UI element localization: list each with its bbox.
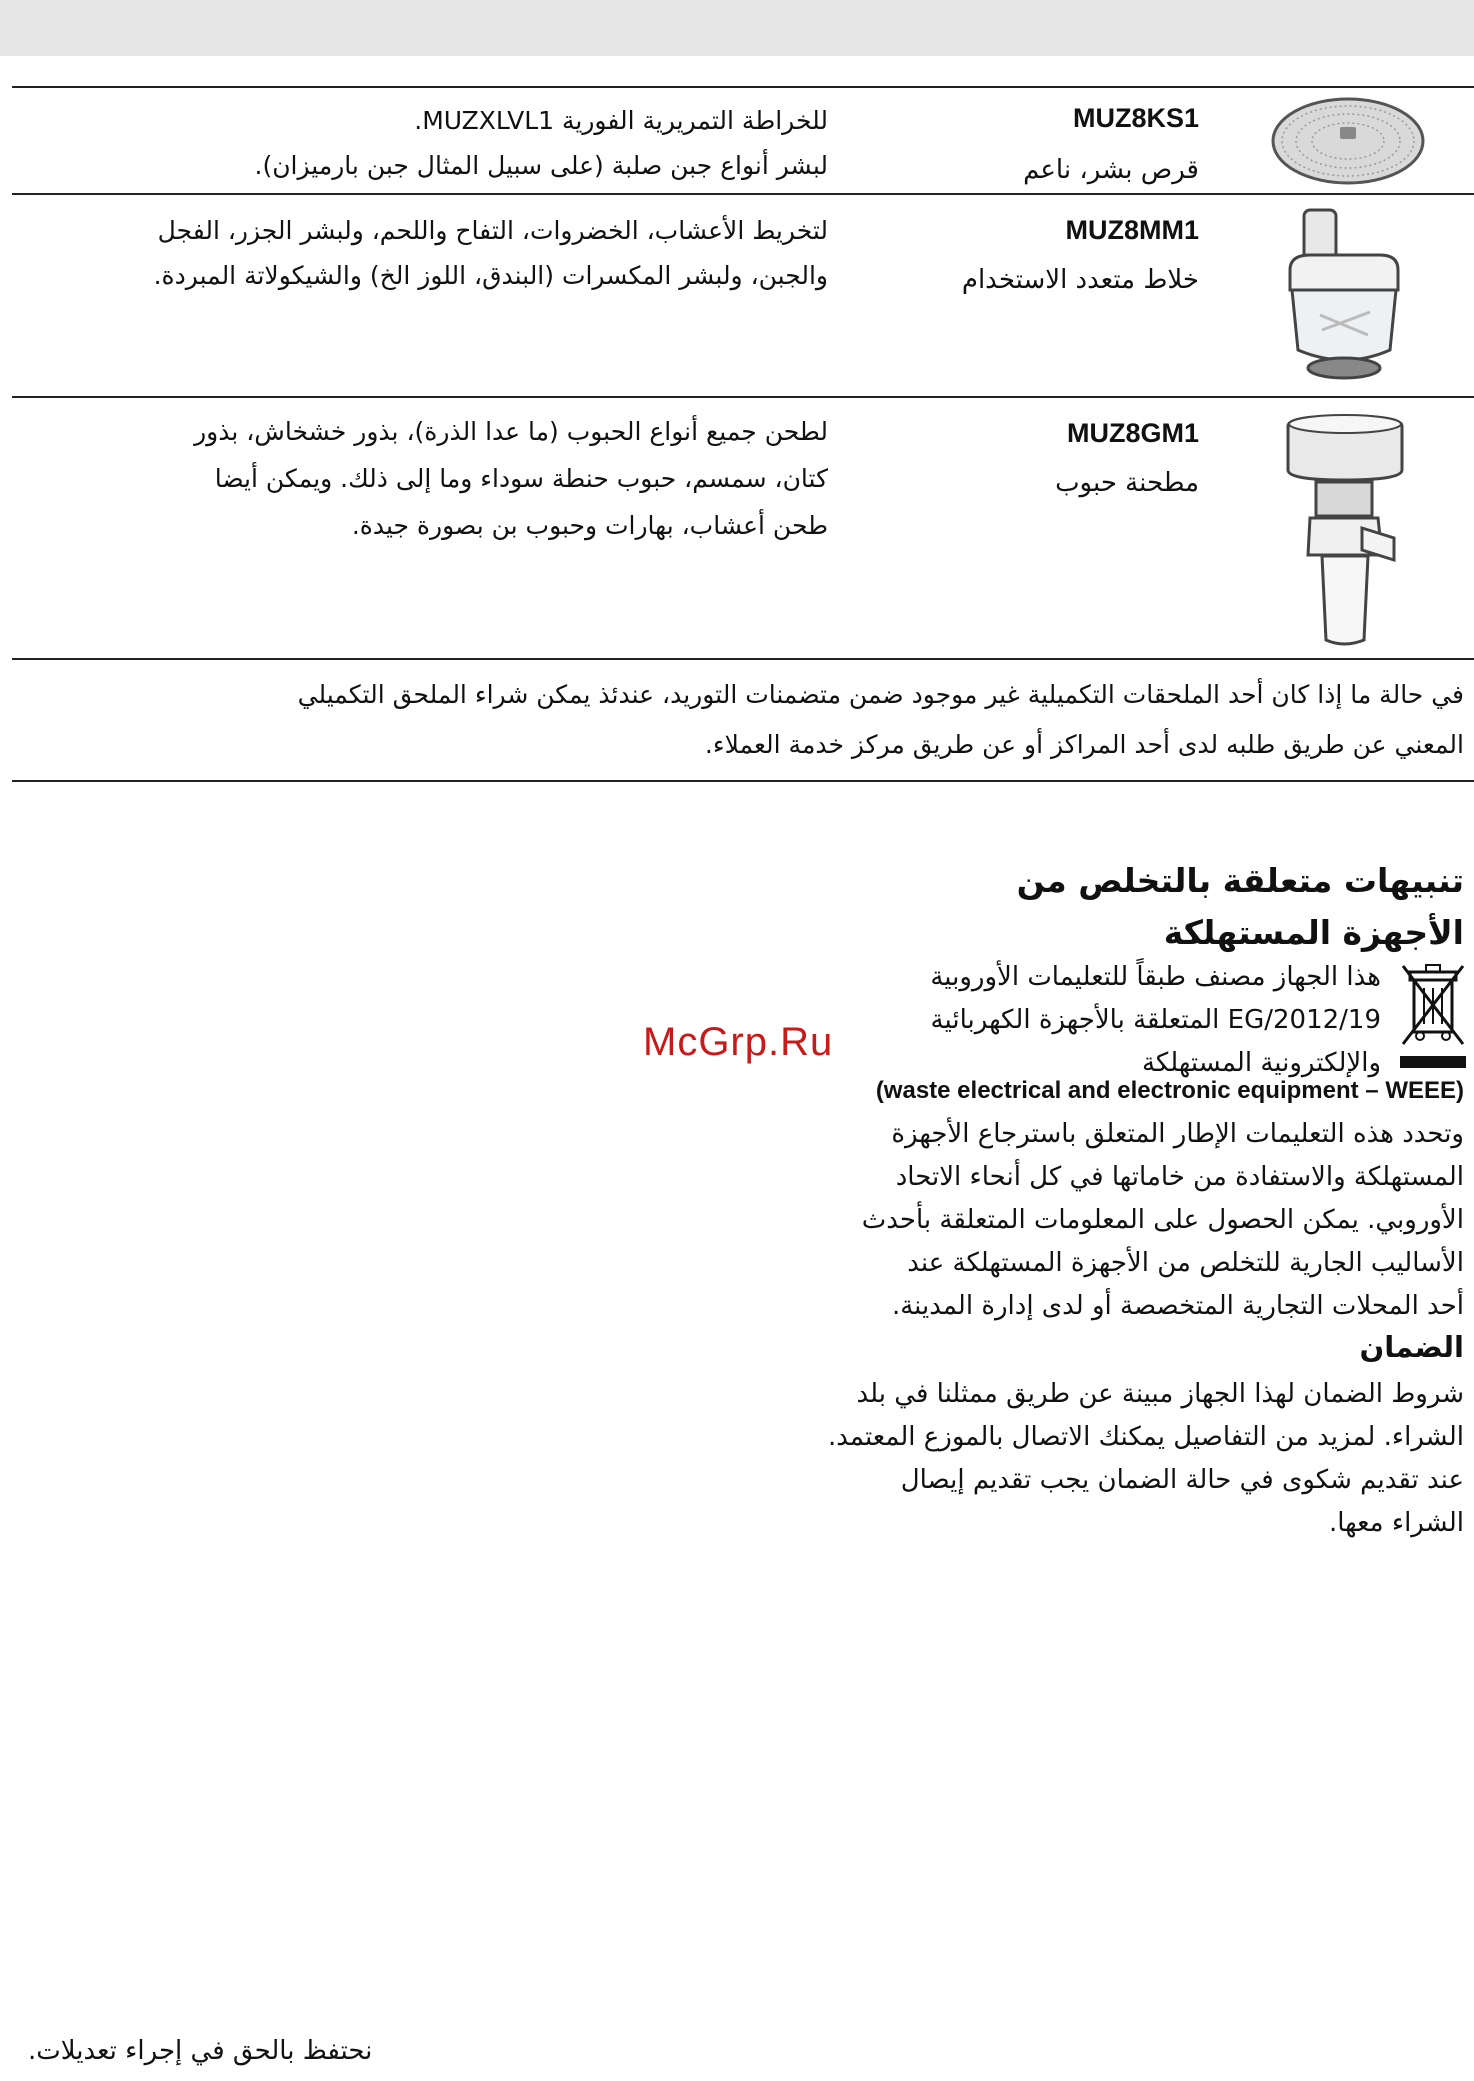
accessory-purchase-notice [14,670,1464,770]
accessory-description [8,408,828,549]
weee-line: 2012/19/EG المتعلقة بالأجهزة الكهربائية [930,1005,1381,1035]
description-line: لتخريط الأعشاب، الخضروات، التفاح واللحم، ولبشر الجزر، الفجل [157,216,828,245]
weee-english-term: (waste electrical and electronic equipment – WEEE) [875,1077,1464,1104]
weee-line: والإلكترونية المستهلكة [1141,1048,1381,1078]
body-line: عند تقديم شكوى في حالة الضمان يجب تقديم إيصال [900,1465,1464,1495]
description-line: والجبن، ولبشر المكسرات (البندق، اللوز الخ) والشيكولاتة المبردة. [153,261,828,290]
body-line: الشراء معها. [1328,1508,1464,1538]
disposal-body [764,1113,1464,1328]
weee-text [781,956,1381,1085]
warranty-heading: الضمان [1359,1330,1464,1364]
body-line: أحد المحلات التجارية المتخصصة أو لدى إدارة المدينة. [891,1291,1464,1321]
heading-line: تنبيهات متعلقة بالتخلص من [1016,861,1464,900]
table-rule [12,658,1474,660]
watermark: McGrp.Ru [643,1020,834,1064]
footer-note: نحتفظ بالحق في إجراء تعديلات. [28,2036,373,2066]
body-line: الأوروبي. يمكن الحصول على المعلومات المتعلقة بأحدث [861,1205,1464,1235]
accessory-name: خلاط متعدد الاستخدام [961,265,1199,295]
crossed-out-bin-icon [1400,960,1466,1070]
multi-mixer-icon [1280,200,1410,390]
grating-disc-icon [1268,93,1428,189]
body-line: المستهلكة والاستفادة من خاماتها في كل أنحاء الاتحاد [895,1162,1464,1192]
body-line: الشراء. لمزيد من التفاصيل يمكنك الاتصال بالموزع المعتمد. [828,1422,1464,1452]
description-line: لبشر أنواع جبن صلبة (على سبيل المثال جبن بارميزان). [254,151,828,180]
notice-line: المعني عن طريق طلبه لدى أحد المراكز أو عن طريق مركز خدمة العملاء. [704,730,1464,759]
body-line: شروط الضمان لهذا الجهاز مبينة عن طريق ممثلنا في بلد [856,1379,1464,1409]
description-line: طحن أعشاب، بهارات وحبوب بن بصورة جيدة. [351,511,828,540]
accessory-code: MUZ8GM1 [1066,418,1199,448]
weee-line: هذا الجهاز مصنف طبقاً للتعليمات الأوروبية [930,962,1381,992]
body-line: الأساليب الجارية للتخلص من الأجهزة المستهلكة عند [907,1248,1464,1278]
accessory-code: MUZ8MM1 [1065,215,1199,245]
disposal-heading [764,855,1464,959]
accessory-code: MUZ8KS1 [1072,103,1199,133]
warranty-body [764,1373,1464,1545]
accessory-name: مطحنة حبوب [1055,468,1199,498]
description-line: لطحن جميع أنواع الحبوب (ما عدا الذرة)، بذور خشخاش، بذور [194,417,828,446]
accessory-description [8,208,828,298]
table-rule [12,780,1474,782]
grain-mill-icon [1282,410,1412,650]
table-rule [12,193,1474,195]
body-line: وتحدد هذه التعليمات الإطار المتعلق باسترجاع الأجهزة [891,1119,1464,1149]
description-line: للخراطة التمريرية الفورية MUZXLVL1. [414,106,828,135]
accessory-description [8,98,828,188]
notice-line: في حالة ما إذا كان أحد الملحقات التكميلية غير موجود ضمن متضمنات التوريد، عندئذ يمكن شراء الملحق التكميلي [297,680,1464,709]
description-line: كتان، سمسم، حبوب حنطة سوداء وما إلى ذلك. ويمكن أيضا [214,464,828,493]
table-rule [12,86,1474,88]
header-bar [0,0,1474,56]
accessory-name: قرص بشر، ناعم [1023,155,1199,185]
heading-line: الأجهزة المستهلكة [1163,913,1464,952]
table-rule [12,396,1474,398]
